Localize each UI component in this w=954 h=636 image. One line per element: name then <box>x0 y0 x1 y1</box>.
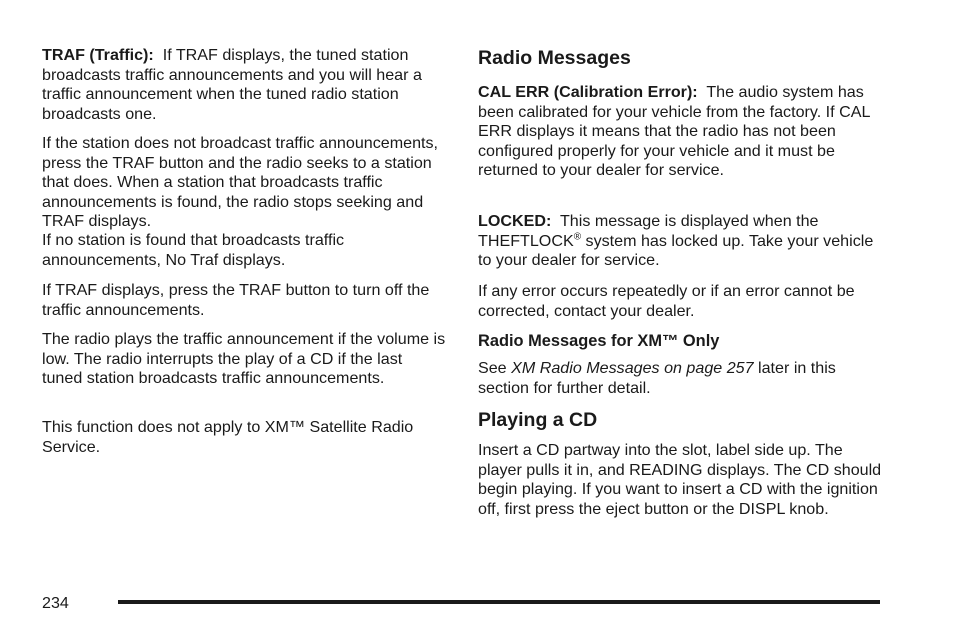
error-paragraph: If any error occurs repeatedly or if an error cannot be corrected, contact your dealer. <box>478 282 855 320</box>
heading-playing-cd: Playing a CD <box>478 409 598 431</box>
footer-rule <box>118 600 880 604</box>
xm-messages-link[interactable]: XM Radio Messages on page 257 <box>511 359 754 377</box>
xm-see-paragraph <box>478 359 888 398</box>
locked-term: LOCKED: <box>478 212 552 230</box>
page-number: 234 <box>42 594 69 612</box>
calerr-paragraph <box>478 83 888 181</box>
traf-term: TRAF (Traffic): <box>42 46 154 64</box>
xm-see-rest: later in this section for further detail. <box>478 359 836 397</box>
registered-mark: ® <box>573 231 582 243</box>
locked-text-b: system has locked up. Take your vehicle to your dealer for service. <box>478 231 874 269</box>
traf-off-paragraph: If TRAF displays, press the TRAF button to turn off the traffic announcements. <box>42 281 430 319</box>
traf-volume-paragraph: The radio plays the traffic announcement if the volume is low. The radio interrupts the play of a CD if the last tuned station broadcasts traffic announcements. <box>42 330 446 387</box>
locked-text-a: This message is displayed when the THEFTLOCK <box>478 212 819 250</box>
playing-cd-paragraph: Insert a CD partway into the slot, label side up. The player pulls it in, and READING displays. The CD should begin playing. If you want to insert a CD with the ignition off, first press the eject button or the DISPL knob. <box>478 441 882 518</box>
xm-see-label: See <box>478 359 512 377</box>
traf-seek-paragraph: If the station does not broadcast traffic announcements, press the TRAF button and the radio seeks to a station that does. When a station that broadcasts traffic announcements is found, the radio stops seeking and TRAF displays. <box>42 134 439 230</box>
xm-note-paragraph: This function does not apply to XM™ Satellite Radio Service. <box>42 418 414 456</box>
traf-paragraph <box>42 46 446 124</box>
calerr-term: CAL ERR (Calibration Error): <box>478 83 698 101</box>
no-traf-paragraph: If no station is found that broadcasts traffic announcements, No Traf displays. <box>42 231 345 269</box>
locked-paragraph <box>478 212 888 271</box>
calerr-text: The audio system has been calibrated for your vehicle from the factory. If CAL ERR displays it means that the radio has not been configured properly for your vehicle and it must be returned to your dealer for service. <box>478 83 870 179</box>
traf-text: If TRAF displays, the tuned station broadcasts traffic announcements and you will hear a traffic announcement when the tuned radio station broadcasts one. <box>42 46 422 123</box>
heading-xm-messages: Radio Messages for XM™ Only <box>478 332 720 350</box>
heading-radio-messages: Radio Messages <box>478 47 631 69</box>
